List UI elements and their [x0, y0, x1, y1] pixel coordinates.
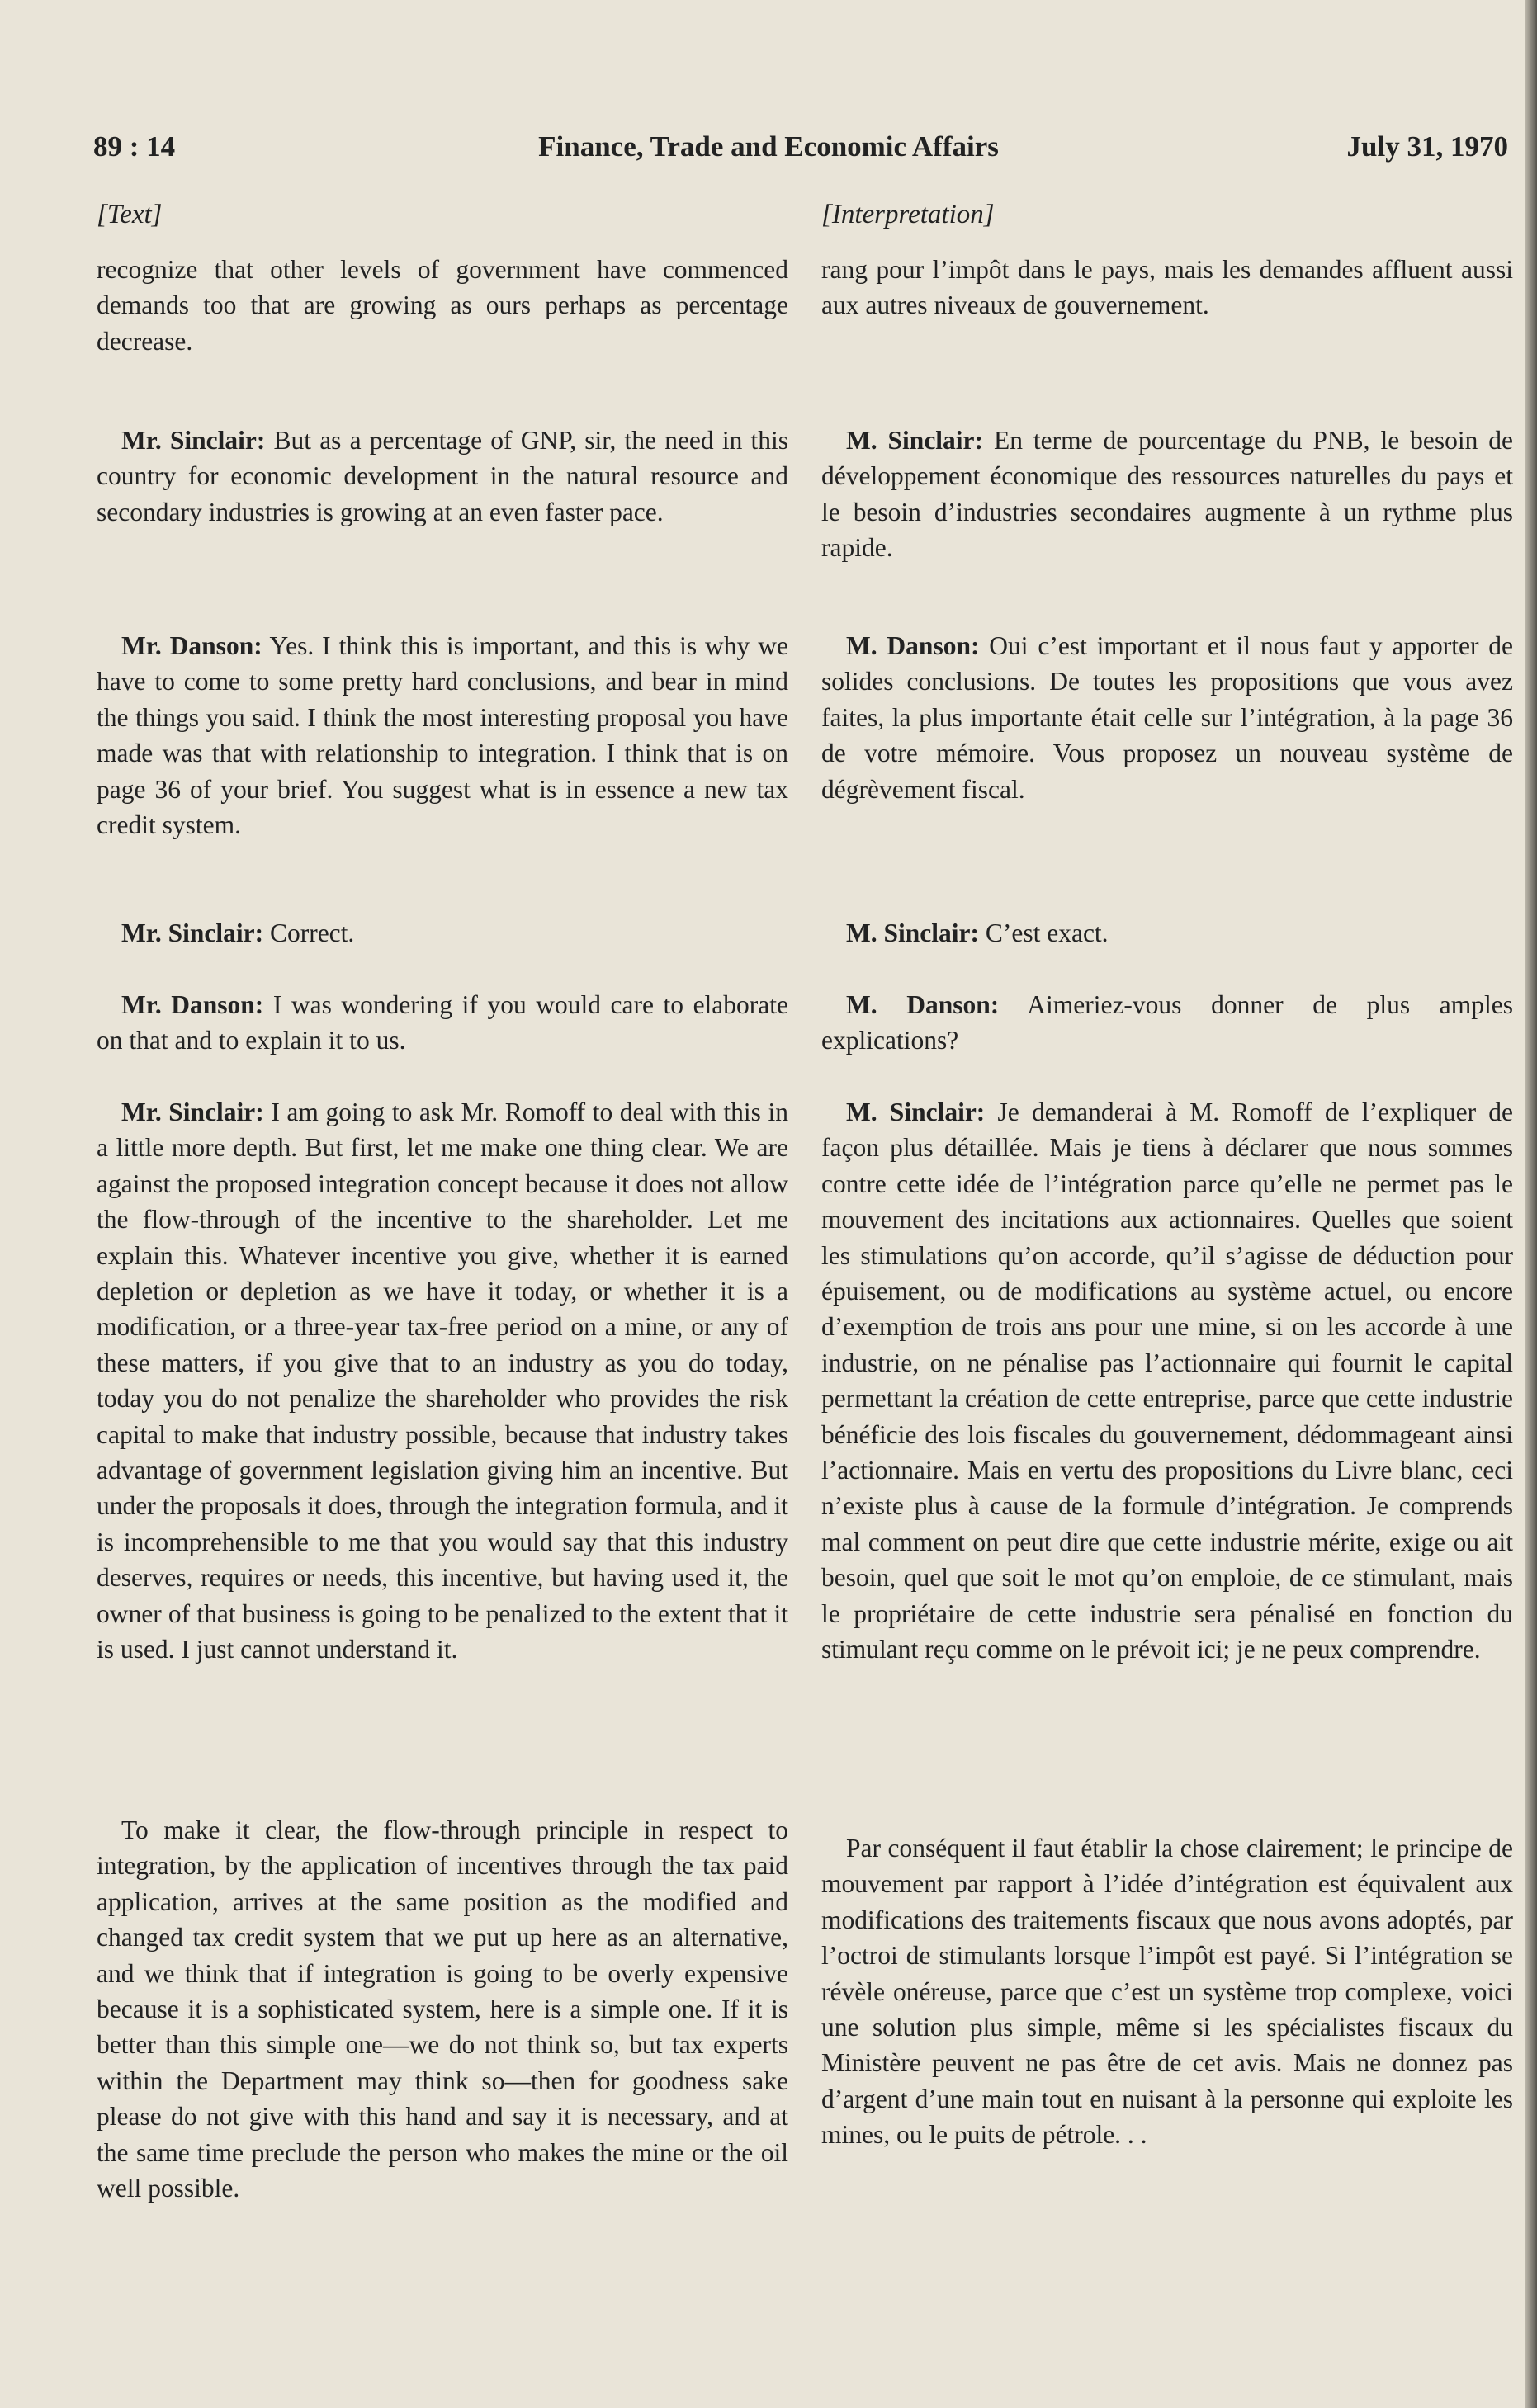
paragraph [97, 1812, 788, 2206]
paragraph [97, 915, 788, 951]
paragraph-text: rang pour l’impôt dans le pays, mais les demandes affluent aussi aux autres niveaux de gouvernement. [821, 255, 1513, 320]
page-edge-shadow [1525, 0, 1537, 2408]
paragraph-text: I am going to ask Mr. Romoff to deal with this in a little more depth. But first, let me make one thing clear. We are against the proposed integration concept because it does not allow the flow-through of the incentive to the shareholder. Let me explain this. Whatever incentive you give, whether it is earned depletion or depletion as we have it today, or whether it is a modification, or a three-year tax-free period on a mine, or any of these matters, if you give that to an industry as you do today, today you do not penalize the shareholder who provides the risk capital to make that industry possible, because that industry takes advantage of government legislation giving him an incentive. But under the proposals it does, through the integration formula, and it is incomprehensible to me that you would say that this industry deserves, requires or needs, this incentive, but having used it, the owner of that business is going to be penalized to the extent that it is used. I just cannot understand it. [97, 1098, 788, 1664]
speaker-name: M. Sinclair: [846, 426, 984, 455]
paragraph [821, 252, 1513, 323]
paragraph [97, 252, 788, 359]
speaker-name: M. Danson: [846, 631, 980, 660]
paragraph-text: But as a percentage of GNP, sir, the need in this country for economic development in the natural resource and secondary industries is growing at an even faster pace. [97, 426, 788, 526]
paragraph-text: Par conséquent il faut établir la chose clairement; le principe de mouvement par rapport à l’idée d’intégration est équivalent aux modifications des traitements fiscaux que nous avons adoptés, par l’octroi de stimulants lorsque l’impôt est payé. Si l’intégration se révèle onéreuse, parce que c’est un système trop complexe, voici une solution plus simple, même si les spécialistes fiscaux du Ministère peuvent ne pas être de cet avis. Mais ne donnez pas d’argent d’une main tout en nuisant à la personne qui exploite les mines, ou le puits de pétrole. . . [821, 1834, 1513, 2150]
paragraph-text: Je demanderai à M. Romoff de l’expliquer de façon plus détaillée. Mais je tiens à déclarer que nous sommes contre cette idée de l’intégration parce qu’elle ne permet pas le mouvement des incitations aux actionnaires. Quelles que soient les stimulations qu’on accorde, qu’il s’agisse de déduction pour épuisement, ou de modifications au système actuel, ou encore d’exemption de trois ans pour une mine, si on les accorde à une industrie, on ne pénalise pas l’actionnaire qui fournit le capital permettant la création de cette entreprise, parce que cette industrie bénéficie des lois fiscales du gouvernement, dédommageant ainsi l’actionnaire. Mais en vertu des propositions du Livre blanc, ceci n’existe plus à cause de la formule d’intégration. Je comprends mal comment on peut dire que cette industrie mérite, exige ou ait besoin, quel que soit le mot qu’on emploie, de ce stimulant, mais le propriétaire de cette industrie sera pénalisé en fonction du stimulant reçu comme on le prévoit ici; je ne peux comprendre. [821, 1098, 1514, 1664]
paragraph-text: I was wondering if you would care to elaborate on that and to explain it to us. [97, 990, 788, 1055]
paragraph [821, 987, 1513, 1059]
paragraph [97, 628, 788, 843]
paragraph [821, 915, 1513, 951]
speaker-name: Mr. Sinclair: [121, 918, 264, 947]
speaker-name: Mr. Danson: [121, 631, 262, 660]
paragraph-text: Yes. I think this is important, and this is why we have to come to some pretty hard conclusions, and bear in mind the things you said. I think the most interesting proposal you have made was that with relationship to integration. I think that is on page 36 of your brief. You suggest what is in essence a new tax credit system. [97, 631, 788, 840]
paragraph [821, 1094, 1513, 1668]
paragraph [97, 423, 788, 530]
paragraph-text: recognize that other levels of government have commenced demands too that are growing as ours perhaps as percentage decrease. [97, 255, 788, 356]
paragraph-text: To make it clear, the flow-through principle in respect to integration, by the application of incentives through the tax paid application, arrives at the same position as the modified and changed tax credit system that we put up here as an alternative, and we think that if integration is going to be overly expensive because it is a sophisticated system, here is a simple one. If it is better than this simple one—we do not think so, but tax experts within the Department may think so—then for goodness sake please do not give with this hand and say it is necessary, and at the same time preclude the person who makes the mine or the oil well possible. [97, 1815, 788, 2203]
paragraph [821, 423, 1513, 566]
speaker-name: Mr. Danson: [121, 990, 264, 1019]
paragraph-text: Correct. [263, 918, 355, 947]
paragraph [97, 987, 788, 1059]
paragraph-text: En terme de pourcentage du PNB, le besoin de développement économique des ressources naturelles du pays et le besoin d’industries secondaires augmente à un rythme plus rapide. [821, 426, 1514, 563]
paragraph-text: Oui c’est important et il nous faut y apporter de solides conclusions. De toutes les propositions que vous avez faites, la plus importante était celle sur l’intégration, à la page 36 de votre mémoire. Vous proposez un nouveau système de dégrèvement fiscal. [821, 631, 1513, 804]
paragraph-text: Aimeriez-vous donner de plus amples explications? [821, 990, 1514, 1055]
paragraph [97, 1094, 788, 1668]
page-date: July 31, 1970 [1346, 130, 1508, 163]
running-title: Finance, Trade and Economic Affairs [538, 130, 999, 163]
speaker-name: M. Sinclair: [846, 1098, 986, 1126]
paragraph [821, 628, 1513, 807]
page-number: 89 : 14 [93, 130, 176, 163]
speaker-name: Mr. Sinclair: [121, 426, 266, 455]
column-heading: [Interpretation] [821, 200, 995, 229]
speaker-name: M. Sinclair: [846, 918, 979, 947]
speaker-name: M. Danson: [846, 990, 1000, 1019]
column-heading: [Text] [97, 200, 163, 229]
paragraph-text: C’est exact. [978, 918, 1109, 947]
paragraph [821, 1830, 1513, 2153]
speaker-name: Mr. Sinclair: [121, 1098, 264, 1126]
